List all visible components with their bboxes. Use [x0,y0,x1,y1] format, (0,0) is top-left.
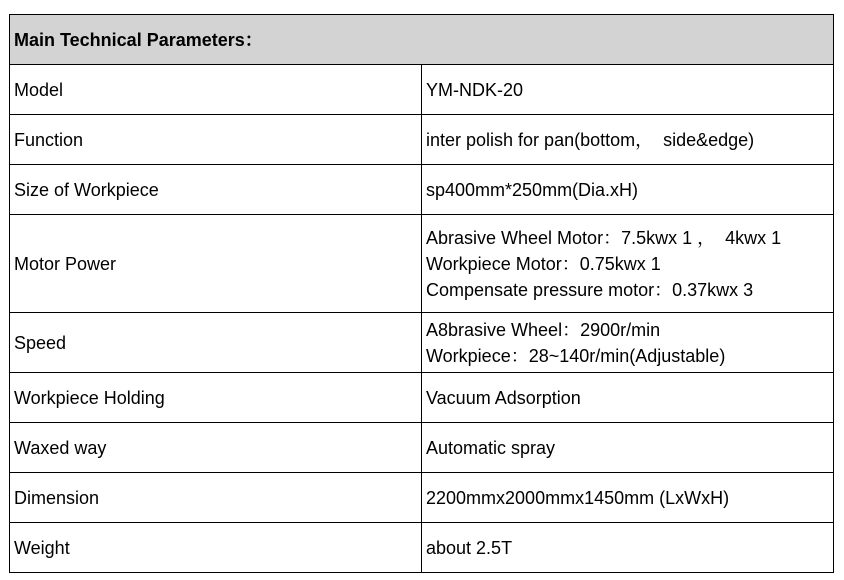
table-row [10,373,834,423]
param-label-waxed-way: Waxed way [10,423,422,473]
param-value-motor-power [422,215,834,313]
param-label-holding: Workpiece Holding [10,373,422,423]
parameters-sheet [9,14,834,573]
param-value-weight [422,523,834,573]
parameters-table [9,14,834,573]
param-label-model: Model [10,65,422,115]
table-row [10,65,834,115]
param-value-function [422,115,834,165]
value-line: Workpiece Motor：0.75kwx 1 [426,253,661,274]
param-value-holding [422,373,834,423]
value-line: Abrasive Wheel Motor：7.5kwx 1 ， 4kwx 1 [426,227,782,248]
param-label-function: Function [10,115,422,165]
value-line: YM-NDK-20 [426,79,524,100]
param-value-waxed-way [422,423,834,473]
param-label-size: Size of Workpiece [10,165,422,215]
value-line: A8brasive Wheel：2900r/min [426,319,661,340]
param-value-size [422,165,834,215]
value-line: 2200mmx2000mmx1450mm (LxWxH) [426,487,730,508]
table-row [10,423,834,473]
value-line: inter polish for pan(bottom， side&edge) [426,129,755,150]
value-line: Automatic spray [426,437,556,458]
value-line: Vacuum Adsorption [426,387,581,408]
table-row [10,523,834,573]
table-row [10,473,834,523]
param-label-speed: Speed [10,313,422,373]
table-row [10,313,834,373]
table-title: Main Technical Parameters： [10,15,834,65]
value-line: Workpiece：28~140r/min(Adjustable) [426,345,726,366]
table-header-row [10,15,834,65]
value-line: Compensate pressure motor：0.37kwx 3 [426,279,754,300]
param-label-motor-power: Motor Power [10,215,422,313]
param-label-weight: Weight [10,523,422,573]
value-line: about 2.5T [426,537,513,558]
table-row [10,115,834,165]
table-row [10,215,834,313]
param-label-dimension: Dimension [10,473,422,523]
param-value-speed [422,313,834,373]
value-line: sp400mm*250mm(Dia.xH) [426,179,639,200]
param-value-model [422,65,834,115]
table-row [10,165,834,215]
param-value-dimension [422,473,834,523]
